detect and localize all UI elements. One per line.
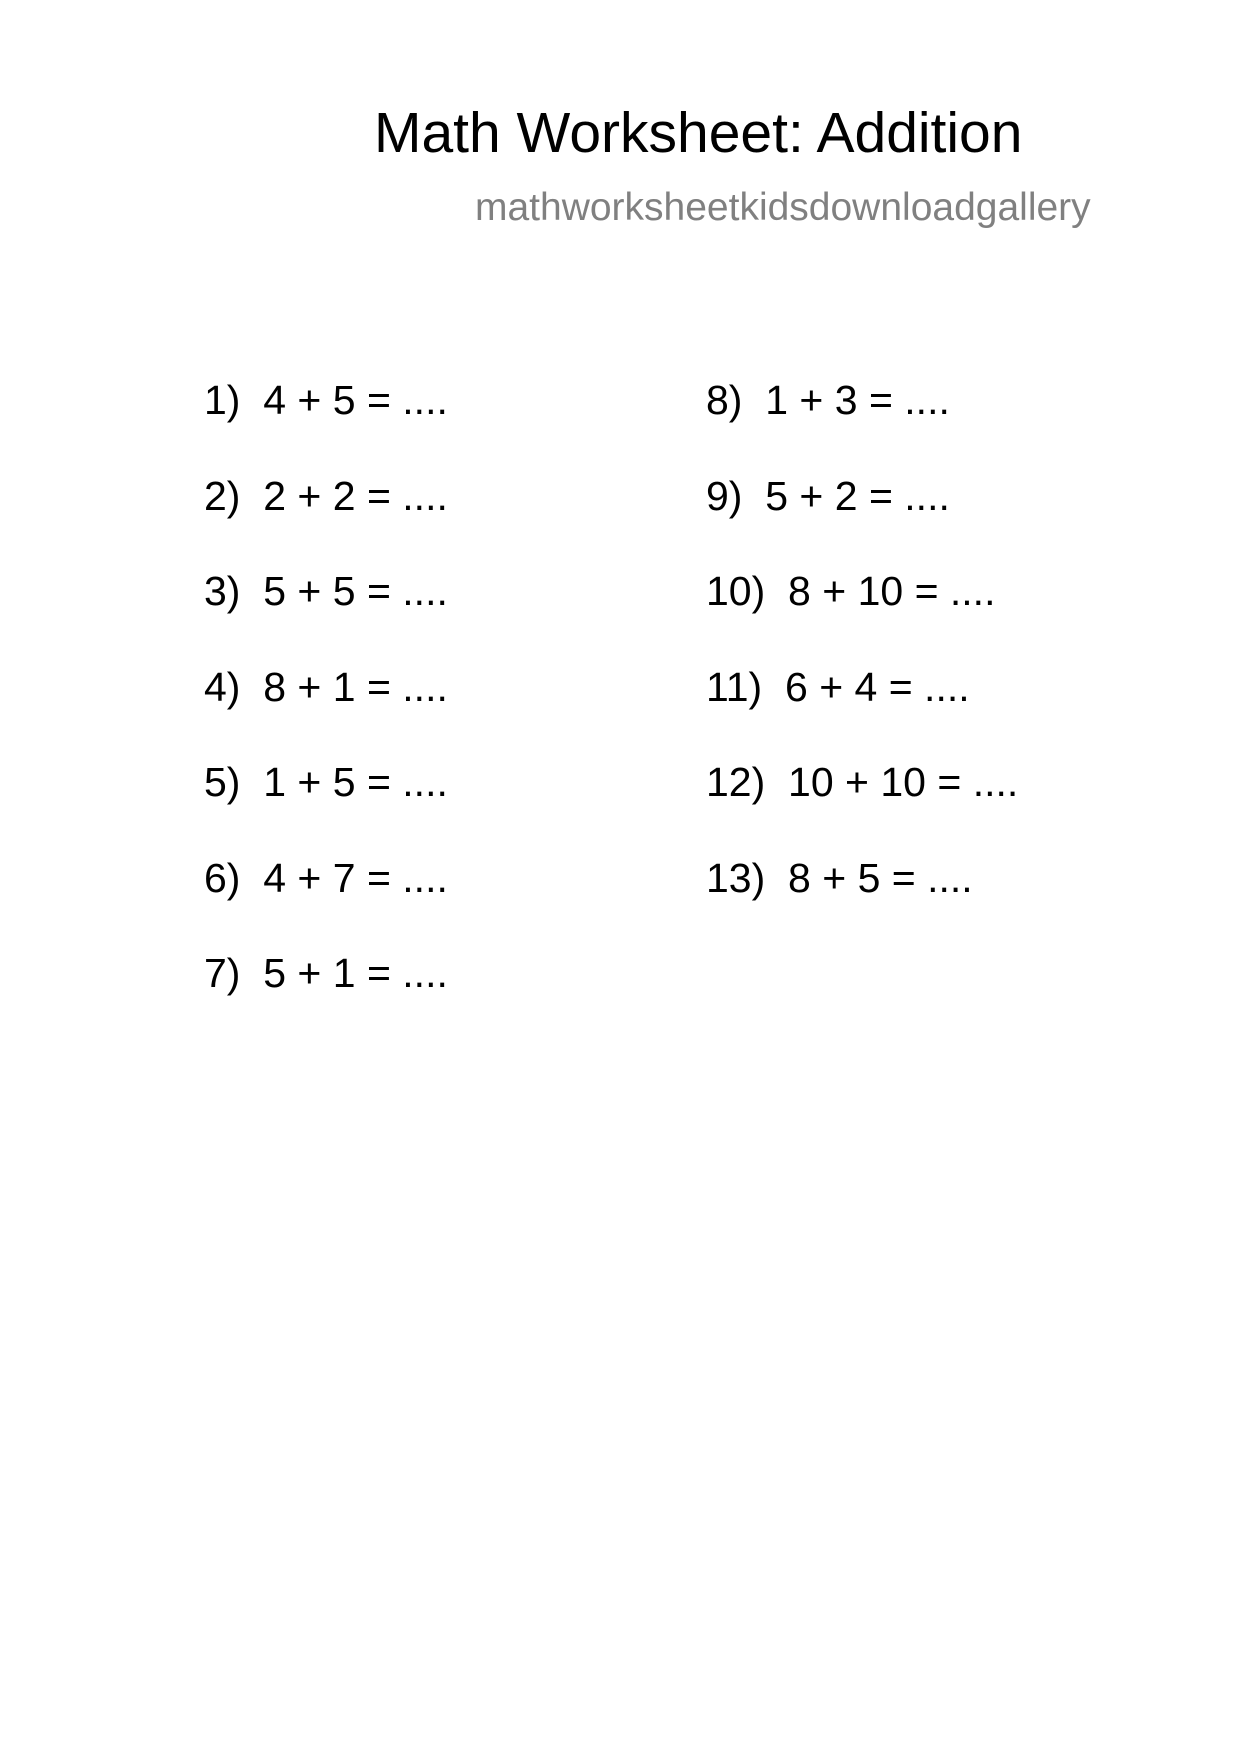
worksheet-title: Math Worksheet: Addition [374,101,1023,165]
problem-item: 10) 8 + 10 = .... [706,568,996,614]
problem-item: 11) 6 + 4 = .... [706,663,970,710]
problem-item: 8) 1 + 3 = .... [706,377,950,423]
problems-column-left [204,353,448,1022]
problem-item: 5) 1 + 5 = .... [204,759,448,805]
problem-item: 3) 5 + 5 = .... [204,568,448,614]
problem-item: 13) 8 + 5 = .... [706,854,973,901]
problem-item: 4) 8 + 1 = .... [204,663,448,710]
problem-item: 1) 4 + 5 = .... [204,377,448,423]
problem-item: 2) 2 + 2 = .... [204,472,448,519]
problem-item: 12) 10 + 10 = .... [706,759,1019,805]
problems-column-right [706,353,1018,926]
problem-item: 7) 5 + 1 = .... [204,950,448,996]
problem-item: 9) 5 + 2 = .... [706,472,950,519]
problem-item: 6) 4 + 7 = .... [204,854,448,901]
source-watermark: mathworksheetkidsdownloadgallery [475,186,1091,229]
